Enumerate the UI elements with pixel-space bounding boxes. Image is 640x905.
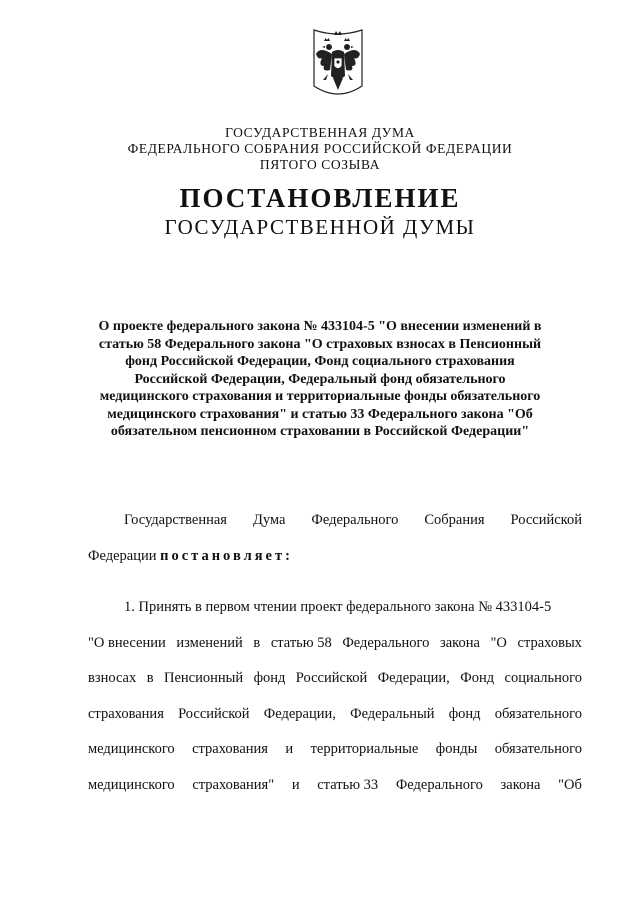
- preamble-line1: [88, 510, 582, 530]
- body-word: медицинского: [88, 741, 175, 757]
- body-paragraph-line: [88, 633, 582, 653]
- preamble-word: Дума: [252, 512, 286, 528]
- preamble-word: Федерального: [311, 512, 399, 528]
- body-word: Фонд: [460, 670, 495, 686]
- body-word: Федеральный: [350, 706, 435, 722]
- body-word: территориальные: [310, 741, 419, 757]
- body-word: в: [253, 635, 261, 651]
- body-word: медицинского: [88, 777, 175, 793]
- document-issuer: ГОСУДАРСТВЕННОЙ ДУМЫ: [164, 215, 476, 239]
- body-word: закона: [500, 777, 541, 793]
- document-type: ПОСТАНОВЛЕНИЕ: [179, 183, 461, 213]
- body-word: страхования: [192, 741, 268, 757]
- preamble-line2: [88, 546, 582, 566]
- document-subject: [70, 318, 570, 441]
- org-name-line1: ГОСУДАРСТВЕННАЯ ДУМА: [225, 125, 415, 140]
- preamble-prefix: Федерации: [88, 548, 161, 564]
- coat-of-arms-icon: [298, 24, 378, 104]
- body-paragraph-line: 1. Принять в первом чтении проект федерального закона № 433104-5: [124, 599, 552, 615]
- body-word: фонд: [448, 706, 481, 722]
- body-word: и: [285, 741, 294, 757]
- body-word: обязательного: [494, 706, 582, 722]
- body-word: "Об: [558, 777, 582, 793]
- body-word: изменений: [176, 635, 243, 651]
- body-word: закона: [439, 635, 480, 651]
- resolution-verb: постановляет:: [160, 548, 293, 564]
- body-word: социального: [504, 670, 582, 686]
- body-word: Российской: [178, 706, 250, 722]
- body-word: Российской: [295, 670, 368, 686]
- body-word: Федерации,: [377, 670, 450, 686]
- subject-line: обязательном пенсионном страховании в Российской Федерации": [110, 424, 530, 439]
- body-word: страхования": [192, 777, 275, 793]
- subject-line: фонд Российской Федерации, Фонд социального страхования: [125, 354, 515, 369]
- org-name-line2: ФЕДЕРАЛЬНОГО СОБРАНИЯ РОССИЙСКОЙ ФЕДЕРАЦИИ: [127, 141, 513, 156]
- body-word: фонды: [435, 741, 478, 757]
- body-paragraph-line: [88, 775, 582, 795]
- preamble-word: Собрания: [424, 512, 485, 528]
- subject-line: статью 58 Федерального закона "О страховых взносах в Пенсионный: [98, 336, 542, 352]
- body-word: Федерального: [395, 777, 483, 793]
- body-word: в: [146, 670, 154, 686]
- body-word: Пенсионный: [163, 670, 244, 686]
- body-word: статью 58: [270, 635, 332, 651]
- body-word: Федерального: [342, 635, 430, 651]
- body-paragraph-line: [88, 739, 582, 759]
- body-word: и: [291, 777, 300, 793]
- body-word: "О внесении: [88, 635, 166, 651]
- body-word: Федерации,: [263, 706, 336, 722]
- body-word: взносах: [88, 670, 137, 686]
- body-word: "О: [490, 635, 507, 651]
- body-word: статью 33: [317, 777, 379, 793]
- preamble-word: Российской: [510, 512, 582, 528]
- subject-line: медицинского страхования" и статью 33 Федерального закона "Об: [107, 406, 533, 422]
- preamble-word: Государственная: [124, 512, 227, 528]
- subject-line: медицинского страхования и территориальные фонды обязательного: [99, 389, 541, 404]
- body-word: страховых: [517, 635, 582, 651]
- org-name-line3: ПЯТОГО СОЗЫВА: [259, 157, 381, 172]
- subject-line: О проекте федерального закона № 433104-5 "О внесении изменений в: [98, 319, 542, 334]
- body-word: страхования: [88, 706, 164, 722]
- body-paragraph-line: [88, 668, 582, 688]
- body-word: обязательного: [494, 741, 582, 757]
- body-paragraph-line: [88, 704, 582, 724]
- subject-line: Российской Федерации, Федеральный фонд обязательного: [134, 371, 506, 387]
- body-word: фонд: [253, 670, 286, 686]
